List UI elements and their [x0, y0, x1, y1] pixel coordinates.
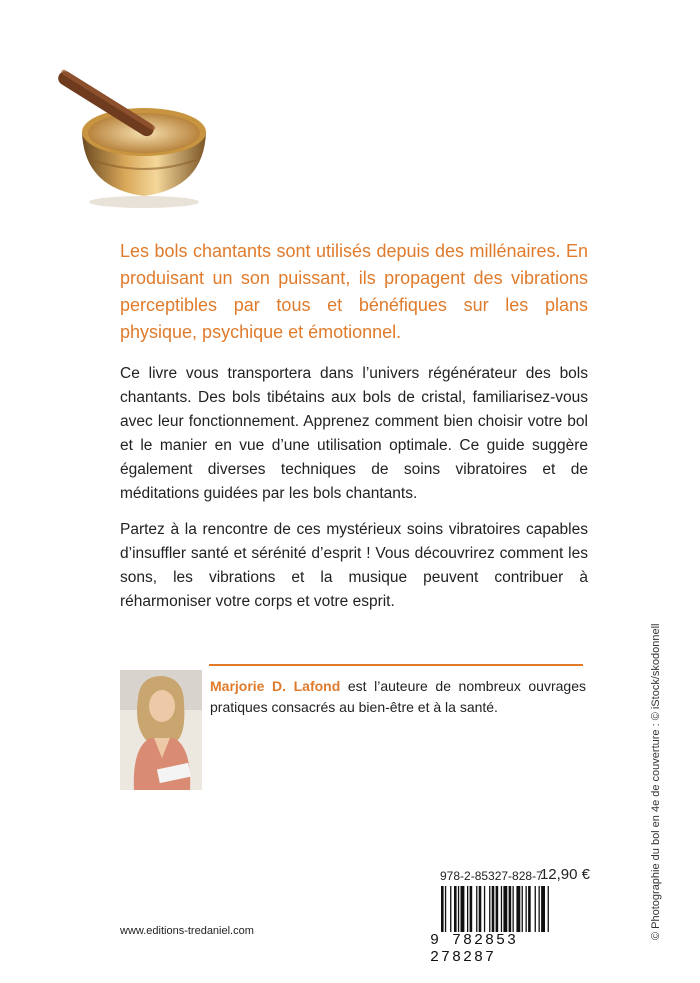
- singing-bowl-icon: [40, 60, 220, 210]
- isbn-price-line: [440, 866, 590, 886]
- barcode-bar: [528, 886, 531, 932]
- barcode-bar: [509, 886, 512, 932]
- barcode-bar: [458, 886, 459, 932]
- barcode-bar: [470, 886, 473, 932]
- barcode-bar: [535, 886, 536, 932]
- barcode-bar: [539, 886, 540, 932]
- barcode-bar: [479, 886, 482, 932]
- barcode-bar: [513, 886, 514, 932]
- author-name: Marjorie D. Lafond: [210, 678, 341, 694]
- barcode-bar: [496, 886, 499, 932]
- barcode-bar: [541, 886, 545, 932]
- author-bio: [210, 676, 586, 718]
- author-photo: [120, 670, 202, 790]
- barcode-bar: [476, 886, 477, 932]
- barcode-bar: [501, 886, 502, 932]
- barcode-bar: [548, 886, 549, 932]
- barcode-bar: [503, 886, 507, 932]
- barcode-bar: [526, 886, 527, 932]
- author-divider: [209, 664, 583, 666]
- barcode-bar: [522, 886, 523, 932]
- intro-paragraph: Les bols chantants sont utilisés depuis des millénaires. En produisant un son puissant, ils propagent des vibrations perceptibles par tous et bénéfiques sur les plans physique, psychique et émotionnel.: [120, 241, 588, 342]
- barcode-bar: [467, 886, 468, 932]
- barcode-bar: [461, 886, 465, 932]
- barcode-digits: 9 782853 278287: [430, 932, 519, 966]
- barcode-bar: [441, 886, 444, 932]
- barcode-bar: [492, 886, 495, 932]
- publisher-website: www.editions-tredaniel.com: [120, 925, 254, 937]
- barcode-bar: [484, 886, 485, 932]
- isbn: 978-2-85327-828-7: [440, 869, 543, 883]
- barcode: [440, 886, 588, 932]
- barcode-bar: [450, 886, 451, 932]
- author-bio-text: est l’auteure de nombreux ouvrages pratiques consacrés au bien-être et à la santé.: [210, 678, 586, 715]
- barcode-bar: [454, 886, 457, 932]
- description-paragraph-2: Partez à la rencontre de ces mystérieux soins vibratoires capables d’insuffler santé et sérénité d’esprit ! Vous découvrirez comment les sons, les vibrations et la musique peuvent contribuer à réharmoniser votre corps et votre esprit.: [120, 521, 588, 610]
- barcode-bar: [489, 886, 490, 932]
- barcode-bar: [445, 886, 446, 932]
- barcode-bar: [516, 886, 520, 932]
- photo-credit: © Photographie du bol en 4e de couverture : © iStock/skodonnell: [650, 623, 662, 940]
- price: 12,90 €: [539, 866, 590, 883]
- description-paragraph-1: Ce livre vous transportera dans l’univers régénérateur des bols chantants. Des bols tibétains aux bols de cristal, familiarisez-vous avec leur fonctionnement. Apprenez comment bien choisir votre bol et le manier en vue d’une utilisation optimale. Ce guide suggère également diverses techniques de soins vibratoires et de méditations guidées par les bols chantants.: [120, 365, 588, 502]
